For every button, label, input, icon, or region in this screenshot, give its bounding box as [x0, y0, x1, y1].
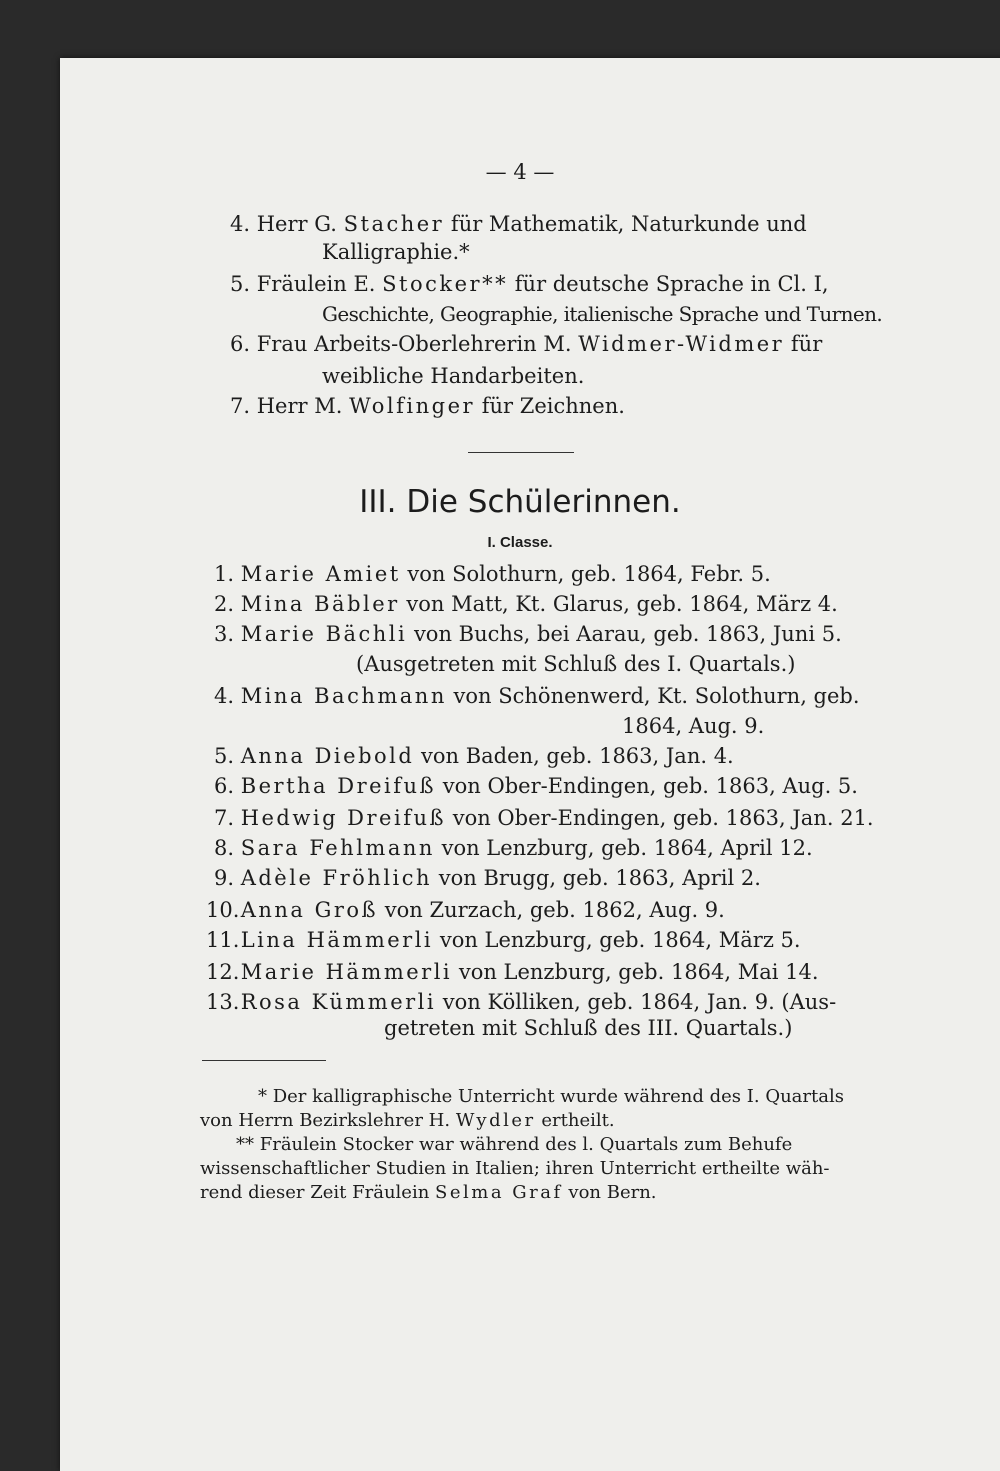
entry-number: 1.	[213, 562, 234, 586]
teacher-name: Stocker**	[382, 272, 509, 296]
student-entry-continuation: 1864, Aug. 9.	[622, 714, 765, 738]
entry-number: 3.	[213, 622, 234, 646]
entry-text: von Lenzburg, geb. 1864, Mai 14.	[458, 960, 819, 984]
entry-text: für Mathematik, Naturkunde und	[450, 212, 807, 236]
entry-number: 4.	[213, 684, 234, 708]
student-name: Adèle Fröhlich	[240, 866, 433, 890]
entry-text: von Kölliken, geb. 1864, Jan. 9. (Aus-	[442, 990, 837, 1014]
teacher-name: Wolfinger	[349, 394, 476, 418]
student-entry	[206, 960, 819, 984]
entry-text: von Baden, geb. 1863, Jan. 4.	[421, 744, 734, 768]
entry-text: von Lenzburg, geb. 1864, März 5.	[439, 928, 801, 952]
teacher-entry-continuation: Geschichte, Geographie, italienische Sprache und Turnen.	[322, 302, 883, 326]
entry-text: für	[790, 332, 823, 356]
entry-number: 9.	[213, 866, 234, 890]
entry-text: von Lenzburg, geb. 1864, April 12.	[441, 836, 813, 860]
student-name: Marie Amiet	[240, 562, 401, 586]
footnote-2: ** Fräulein Stocker war während des l. Quartals zum Behufe	[236, 1134, 793, 1155]
entry-text: für Zeichnen.	[481, 394, 625, 418]
footnote-person: Wydler	[455, 1110, 536, 1131]
entry-number: 13.	[206, 990, 240, 1014]
entry-number: 7.	[213, 806, 234, 830]
footnote-2-continuation: wissenschaftlicher Studien in Italien; ihren Unterricht ertheilte wäh-	[200, 1158, 830, 1179]
student-name: Anna Diebold	[240, 744, 415, 768]
student-entry	[206, 928, 801, 952]
entry-text: von Matt, Kt. Glarus, geb. 1864, März 4.	[406, 592, 838, 616]
student-entry	[206, 866, 761, 890]
footnote-person: Selma Graf	[435, 1182, 563, 1203]
teacher-entry	[230, 332, 822, 356]
student-entry	[206, 622, 842, 646]
footnote-2-continuation	[200, 1182, 657, 1204]
entry-number: 2.	[213, 592, 234, 616]
entry-prefix: Fräulein E.	[256, 272, 376, 296]
entry-prefix: Frau Arbeits-Oberlehrerin M.	[256, 332, 572, 356]
student-entry	[206, 684, 860, 708]
student-entry	[206, 562, 771, 586]
student-entry-continuation: getreten mit Schluß des III. Quartals.)	[384, 1016, 793, 1040]
entry-text: von Brugg, geb. 1863, April 2.	[438, 866, 761, 890]
student-name: Anna Groß	[240, 898, 379, 922]
entry-text: von Solothurn, geb. 1864, Febr. 5.	[407, 562, 771, 586]
teacher-name: Stacher	[343, 212, 445, 236]
entry-text: von Zurzach, geb. 1862, Aug. 9.	[384, 898, 725, 922]
student-name: Marie Hämmerli	[240, 960, 453, 984]
student-name: Bertha Dreifuß	[240, 774, 437, 798]
student-entry	[206, 806, 874, 830]
student-name: Marie Bächli	[240, 622, 408, 646]
entry-text: von Buchs, bei Aarau, geb. 1863, Juni 5.	[413, 622, 842, 646]
entry-number: 4.	[230, 212, 251, 236]
footnote-text: von Herrn Bezirkslehrer H.	[200, 1110, 451, 1131]
entry-number: 10.	[206, 898, 240, 922]
entry-number: 11.	[206, 928, 240, 952]
footnote-text: ertheilt.	[541, 1110, 615, 1131]
class-label: I. Classe.	[487, 534, 553, 551]
student-name: Mina Bachmann	[240, 684, 447, 708]
teacher-entry	[230, 212, 807, 236]
entry-number: 7.	[230, 394, 251, 418]
footnote-1: * Der kalligraphische Unterricht wurde während des I. Quartals	[258, 1086, 844, 1107]
teacher-entry	[230, 272, 829, 296]
student-entry	[206, 836, 813, 860]
entry-text: von Ober-Endingen, geb. 1863, Jan. 21.	[452, 806, 874, 830]
entry-text: von Schönenwerd, Kt. Solothurn, geb.	[453, 684, 860, 708]
teacher-entry-continuation: Kalligraphie.*	[322, 240, 470, 264]
section-title: III. Die Schülerinnen.	[359, 484, 681, 520]
student-name: Sara Fehlmann	[240, 836, 435, 860]
footnote-text: rend dieser Zeit Fräulein	[200, 1182, 430, 1203]
student-name: Lina Hämmerli	[240, 928, 434, 952]
teacher-entry-continuation: weibliche Handarbeiten.	[322, 364, 585, 388]
entry-prefix: Herr G.	[256, 212, 337, 236]
entry-number: 12.	[206, 960, 240, 984]
entry-number: 6.	[213, 774, 234, 798]
student-entry	[206, 744, 734, 768]
entry-number: 6.	[230, 332, 251, 356]
entry-text: für deutsche Sprache in Cl. I,	[514, 272, 829, 296]
entry-text: von Ober-Endingen, geb. 1863, Aug. 5.	[442, 774, 858, 798]
student-entry	[206, 774, 858, 798]
student-entry	[206, 592, 838, 616]
student-entry	[206, 990, 836, 1014]
teacher-name: Widmer-Widmer	[578, 332, 785, 356]
student-entry-continuation: (Ausgetreten mit Schluß des I. Quartals.)	[356, 652, 796, 676]
footnote-text: von Bern.	[568, 1182, 657, 1203]
entry-prefix: Herr M.	[256, 394, 343, 418]
entry-number: 8.	[213, 836, 234, 860]
student-name: Hedwig Dreifuß	[240, 806, 447, 830]
entry-number: 5.	[230, 272, 251, 296]
student-entry	[206, 898, 725, 922]
footnote-divider	[202, 1060, 326, 1061]
entry-number: 5.	[213, 744, 234, 768]
section-divider	[468, 452, 574, 453]
student-name: Mina Bäbler	[240, 592, 400, 616]
page-number: — 4 —	[485, 160, 555, 184]
student-name: Rosa Kümmerli	[240, 990, 437, 1014]
footnote-1-continuation	[200, 1110, 615, 1132]
teacher-entry	[230, 394, 625, 418]
